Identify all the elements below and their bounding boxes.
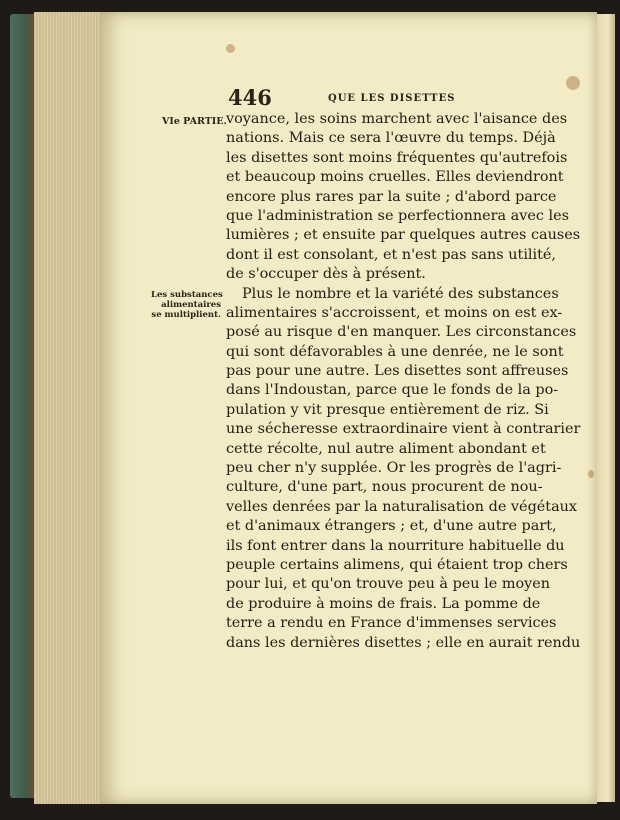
margin-note-line: Les substances	[151, 290, 223, 300]
page-number: 446	[228, 85, 272, 110]
text-line: velles denrées par la naturalisation de végétaux	[226, 498, 578, 515]
body-text	[226, 110, 581, 653]
text-line: Plus le nombre et la variété des substances	[242, 285, 559, 302]
text-line: peuple certains alimens, qui étaient trop chers	[226, 556, 568, 573]
text-line: pour lui, et qu'on trouve peu à peu le moyen	[226, 576, 551, 593]
text-line: qui sont défavorables à une denrée, ne le sont	[226, 343, 564, 360]
text-line: pulation y vit presque entièrement de riz. Si	[226, 401, 549, 418]
running-head: QUE LES DISETTES	[328, 93, 456, 104]
text-line: cette récolte, nul autre aliment abondant et	[226, 440, 546, 457]
text-line: voyance, les soins marchent avec l'aisance des	[226, 111, 568, 127]
text-line: nations. Mais ce sera l'œuvre du temps. Déjà	[226, 130, 556, 147]
margin-note	[151, 290, 221, 320]
text-line: et d'animaux étrangers ; et, d'une autre part,	[226, 518, 557, 535]
text-line: dont il est consolant, et n'est pas sans utilité,	[226, 246, 556, 263]
text-line: lumières ; et ensuite par quelques autres causes	[226, 227, 581, 244]
margin-note-line: alimentaires	[161, 300, 221, 310]
page-header	[228, 86, 538, 110]
text-line: et beaucoup moins cruelles. Elles deviendront	[226, 169, 564, 186]
text-line: pas pour une autre. Les disettes sont affreuses	[226, 363, 569, 380]
text-line: culture, d'une part, nous procurent de nou-	[226, 479, 543, 496]
foxing-spot	[588, 470, 594, 478]
foxing-spot	[566, 76, 580, 90]
text-line: dans les dernières disettes ; elle en aurait rendu	[226, 634, 581, 651]
part-label: VIe PARTIE.	[162, 116, 227, 127]
foxing-spot	[226, 44, 235, 53]
text-line: de s'occuper dès à présent.	[226, 266, 426, 283]
text-line: peu cher n'y supplée. Or les progrès de l'agri-	[226, 460, 562, 477]
text-line: posé au risque d'en manquer. Les circonstances	[226, 324, 577, 341]
facing-page-edge	[597, 14, 615, 802]
text-line: alimentaires s'accroissent, et moins on est ex-	[226, 304, 563, 321]
margin-note-line: se multiplient.	[151, 310, 221, 320]
text-line: dans l'Indoustan, parce que le fonds de la po-	[226, 382, 559, 399]
text-line: une sécheresse extraordinaire vient à contrarier	[226, 421, 581, 438]
text-line: que l'administration se perfectionnera avec les	[226, 207, 570, 224]
text-line: terre a rendu en France d'immenses services	[226, 615, 557, 632]
page-edges	[34, 12, 100, 804]
text-line: ils font entrer dans la nourriture habituelle du	[226, 537, 565, 554]
text-line: encore plus rares par la suite ; d'abord parce	[226, 188, 557, 205]
text-line: les disettes sont moins fréquentes qu'autrefois	[226, 149, 568, 166]
text-line: de produire à moins de frais. La pomme de	[226, 595, 541, 612]
